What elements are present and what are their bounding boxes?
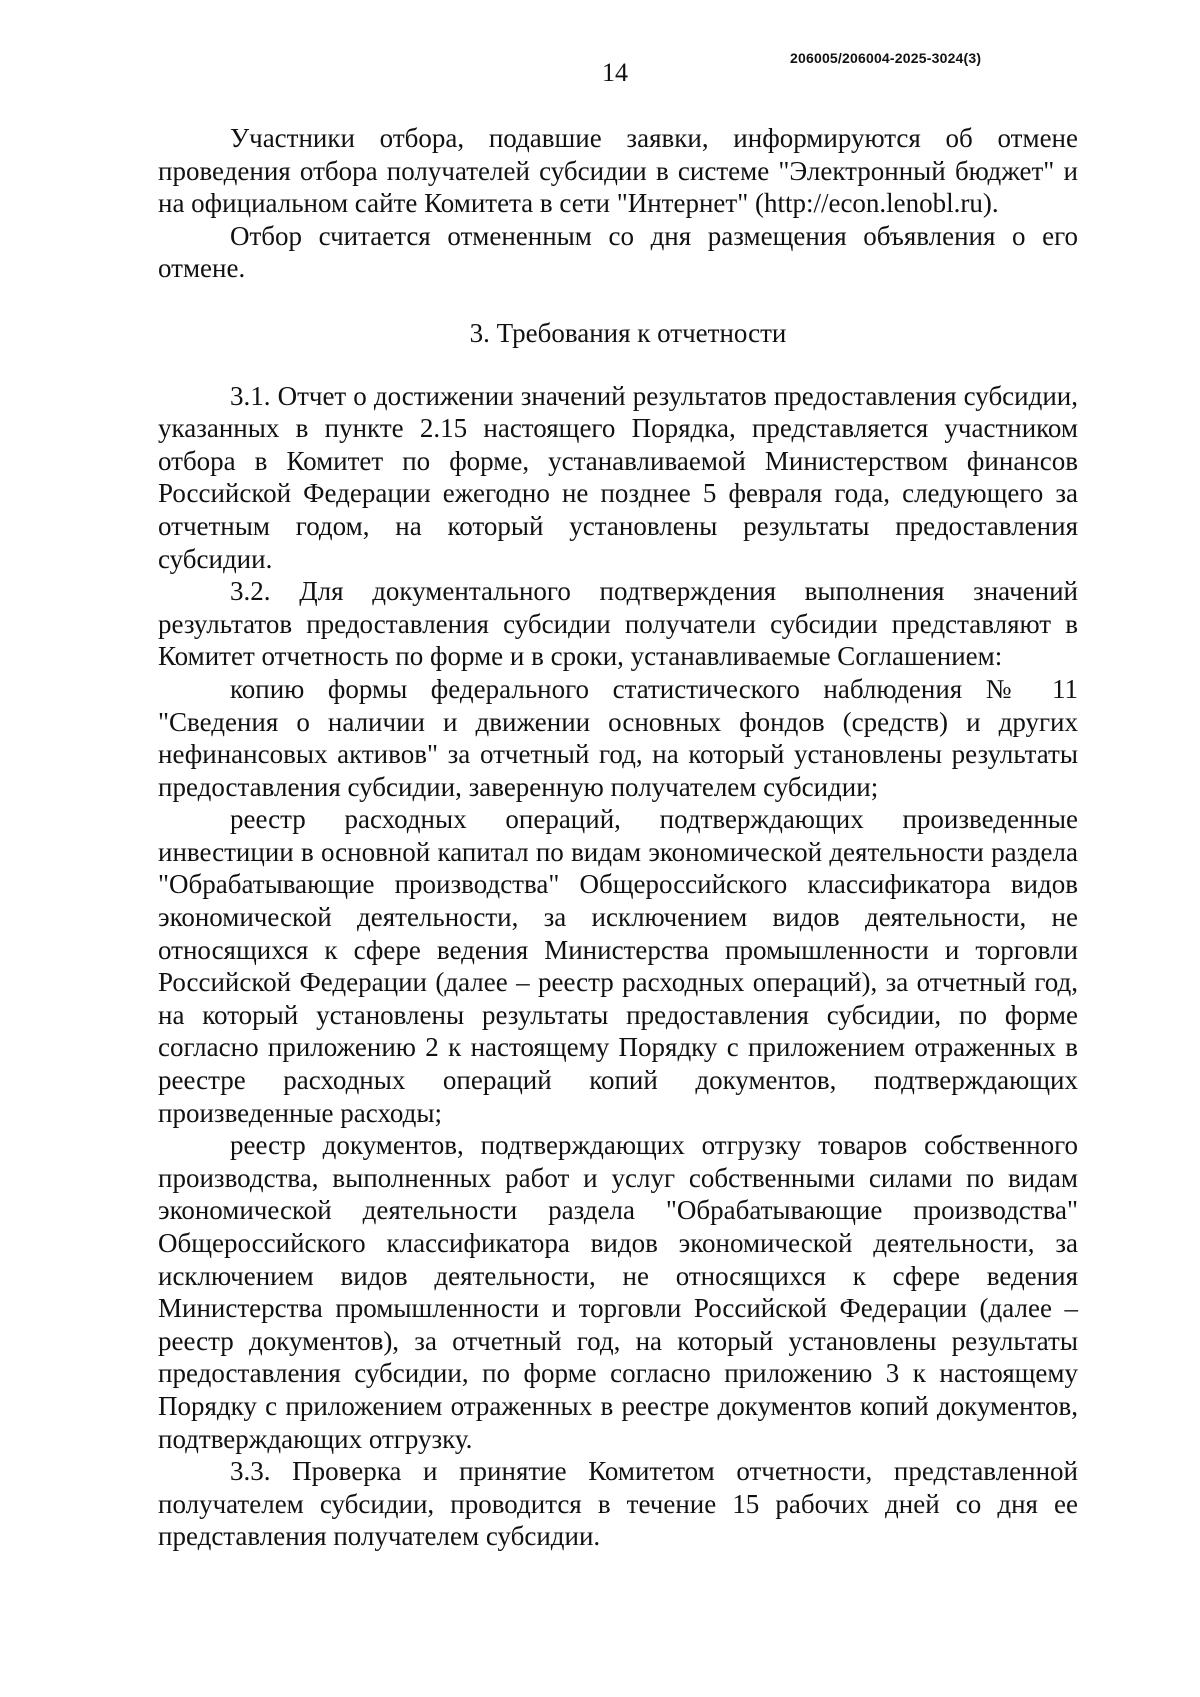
document-body bbox=[158, 122, 1078, 1553]
page-number: 14 bbox=[602, 58, 628, 87]
paragraph-3-2-statistical-form: копию формы федерального статистического наблюдения № 11 "Сведения о наличии и движении основных фондов (средств) и других нефинансовых активов" за отчетный год, на который установлены результаты предоставления субсидии, заверенную получателем субсидии; bbox=[158, 673, 1078, 802]
paragraph-3-2-expense-register: реестр расходных операций, подтверждающих произведенные инвестиции в основной капитал по видам экономической деятельности раздела "Обрабатывающие производства" Общероссийского классификатора видов экономической деятельности, за исключением видов деятельности, не относящихся к сфере ведения Министерства промышленности и торговли Российской Федерации (далее – реестр расходных операций), за отчетный год, на который установлены результаты предоставления субсидии, по форме согласно приложению 2 к настоящему Порядку с приложением отраженных в реестре расходных операций копий документов, подтверждающих произведенные расходы; bbox=[158, 804, 1078, 1128]
paragraph-cancellation-notice: Участники отбора, подавшие заявки, информируются об отмене проведения отбора получателей субсидии в системе "Электронный бюджет" и на официальном сайте Комитета в сети "Интернет" (http://econ.lenobl.ru). bbox=[158, 123, 1078, 219]
paragraph-3-1: 3.1. Отчет о достижении значений результатов предоставления субсидии, указанных в пункте 2.15 настоящего Порядка, представляется участником отбора в Комитет по форме, устанавливаемой Министерством финансов Российской Федерации ежегодно не позднее 5 февраля года, следующего за отчетным годом, на который установлены результаты предоставления субсидии. bbox=[158, 380, 1078, 574]
document-id: 206005/206004-2025-3024(3) bbox=[790, 50, 982, 66]
paragraph-3-3: 3.3. Проверка и принятие Комитетом отчетности, представленной получателем субсидии, проводится в течение 15 рабочих дней со дня ее представления получателем субсидии. bbox=[158, 1456, 1078, 1552]
paragraph-3-2: 3.2. Для документального подтверждения выполнения значений результатов предоставления субсидии получатели субсидии представляют в Комитет отчетность по форме и в сроки, устанавливаемые Соглашением: bbox=[158, 576, 1078, 672]
section-title: 3. Требования к отчетности bbox=[469, 317, 787, 348]
paragraph-3-2-document-register: реестр документов, подтверждающих отгрузку товаров собственного производства, выполненных работ и услуг собственными силами по видам экономической деятельности раздела "Обрабатывающие производства" Общероссийского классификатора видов экономической деятельности, за исключением видов деятельности, не относящихся к сфере ведения Министерства промышленности и торговли Российской Федерации (далее – реестр документов), за отчетный год, на который установлены результаты предоставления субсидии, по форме согласно приложению 3 к настоящему Порядку с приложением отраженных в реестре документов копий документов, подтверждающих отгрузку. bbox=[158, 1130, 1078, 1454]
paragraph-cancellation-date: Отбор считается отмененным со дня размещения объявления о его отмене. bbox=[158, 220, 1078, 284]
